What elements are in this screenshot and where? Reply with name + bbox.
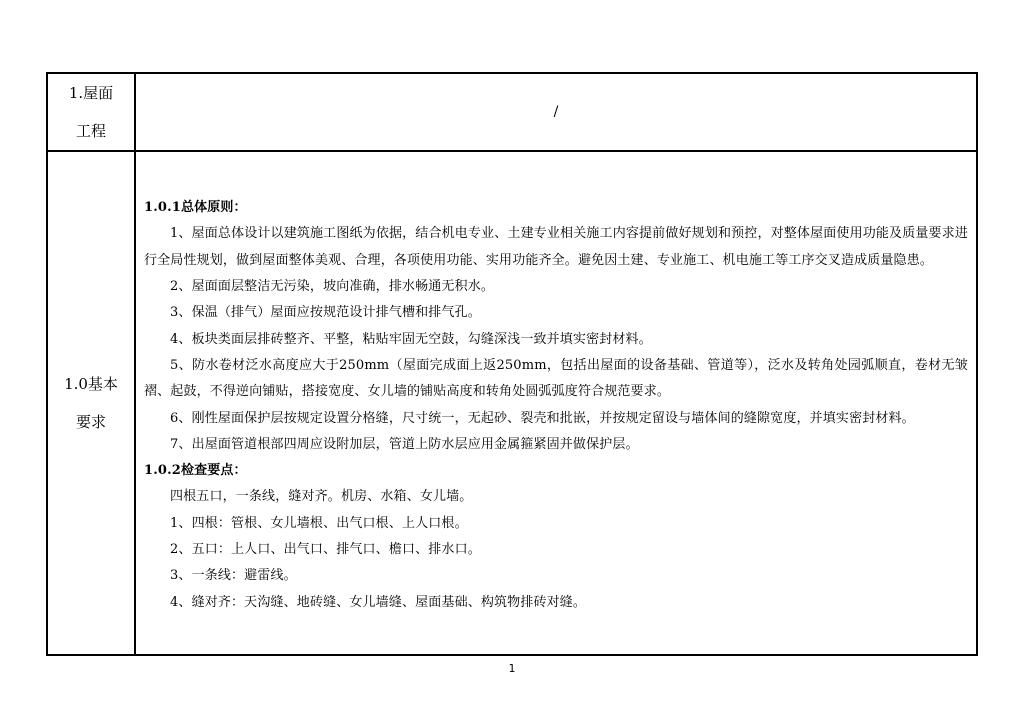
section-label-line1: 1.0基本: [64, 375, 118, 393]
inspection-item: 2、五口：上人口、出气口、排气口、檐口、排水口。: [170, 541, 481, 557]
category-label-line2: 工程: [75, 122, 106, 140]
inspection-item: 3、一条线：避雷线。: [170, 568, 297, 584]
category-label-line1: 1.屋面: [68, 84, 114, 102]
category-label-cell: [47, 73, 135, 151]
section-content-cell: [135, 151, 977, 655]
section-label-line2: 要求: [75, 413, 106, 431]
principle-item: 4、板块类面层排砖整齐、平整，粘贴牢固无空鼓，勾缝深浅一致并填实密封材料。: [170, 331, 652, 347]
section-content: [136, 190, 976, 616]
inspection-points-heading: 1.0.2检查要点：: [144, 463, 247, 479]
inspection-item: 4、缝对齐：天沟缝、地砖缝、女儿墙缝、屋面基础、构筑物排砖对缝。: [170, 594, 587, 610]
principle-item: 3、保温（排气）屋面应按规范设计排气槽和排气孔。: [170, 305, 481, 321]
principle-item: 1、屋面总体设计以建筑施工图纸为依据，结合机电专业、土建专业相关施工内容提前做好规划和预控，对整体屋面使用功能及质量要求进行全局性规划，做到屋面整体美观、合理，各项使用功能、实用功能齐全。避免因土建、专业施工、机电施工等工序交叉造成质量隐患。: [144, 226, 968, 268]
principle-item: 6、刚性屋面保护层按规定设置分格缝，尺寸统一，无起砂、裂壳和批嵌，并按规定留设与墙体间的缝隙宽度，并填实密封材料。: [170, 410, 915, 426]
general-principles-heading: 1.0.1总体原则：: [144, 200, 247, 216]
principle-item: 7、出屋面管道根部四周应设附加层，管道上防水层应用金属箍紧固并做保护层。: [170, 436, 639, 452]
requirements-table: [46, 72, 978, 656]
category-value-cell: /: [135, 73, 977, 151]
table-header-row: [47, 73, 977, 151]
section-label-cell: [47, 151, 135, 655]
inspection-item: 1、四根：管根、女儿墙根、出气口根、上人口根。: [170, 515, 468, 531]
principle-item: 5、防水卷材泛水高度应大于250mm（屋面完成面上返250mm，包括出屋面的设备基础、管道等），泛水及转角处园弧顺直，卷材无皱褶、起鼓，不得逆向铺贴，搭接宽度、女儿墙的铺贴高度和转角处圆弧弧度符合规范要求。: [144, 357, 968, 400]
page-number: 1: [508, 662, 516, 675]
table-body-row: [47, 151, 977, 655]
inspection-item: 四根五口，一条线，缝对齐。机房、水箱、女儿墙。: [170, 489, 473, 505]
principle-item: 2、屋面面层整洁无污染，坡向准确，排水畅通无积水。: [170, 279, 495, 295]
